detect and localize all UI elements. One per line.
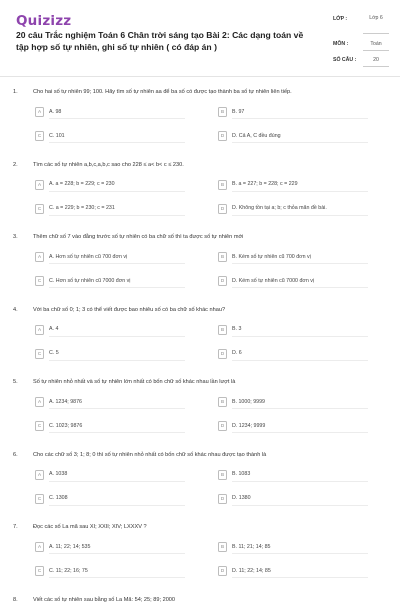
option-letter-box: C: [35, 421, 44, 431]
option-underline: [232, 553, 368, 554]
option-letter-box: B: [218, 542, 227, 552]
option-text: A. 1038: [49, 471, 68, 477]
subject-row: [333, 41, 391, 55]
option-letter-box: B: [218, 252, 227, 262]
option-underline: [49, 118, 185, 119]
option-text: D. 1380: [232, 495, 251, 501]
option-underline: [49, 287, 185, 288]
question-text: Viết các số tự nhiên sau bằng số La Mã: 54; 25; 89; 2000: [33, 596, 176, 603]
answer-option-a[interactable]: [35, 397, 185, 409]
answer-option-d[interactable]: [218, 204, 368, 216]
option-letter-box: C: [35, 131, 44, 141]
header-divider: [0, 76, 400, 77]
answer-option-c[interactable]: [35, 494, 185, 506]
option-letter-box: D: [218, 349, 227, 359]
answer-option-a[interactable]: [35, 180, 185, 192]
option-underline: [49, 191, 185, 192]
option-text: C. 1308: [49, 495, 68, 501]
option-letter-box: C: [35, 276, 44, 286]
question-number: 5.: [13, 379, 18, 385]
option-underline: [49, 577, 185, 578]
option-underline: [232, 577, 368, 578]
option-underline: [232, 287, 368, 288]
option-letter-box: C: [35, 566, 44, 576]
question-text: Thêm chữ số 7 vào đằng trước số tự nhiên có ba chữ số thì ta được số tự nhiên mới: [33, 234, 244, 240]
option-text: B. a = 227; b = 228; c = 229: [232, 181, 298, 187]
option-text: A. 1234; 9876: [49, 398, 82, 405]
option-underline: [49, 408, 185, 409]
question-text: Đọc các số La mã sau XI; XXII; XIV; LXXXV ?: [33, 524, 147, 530]
option-letter-box: B: [218, 325, 227, 335]
answer-option-c[interactable]: [35, 349, 185, 361]
question-number: 3.: [13, 234, 18, 240]
grade-underline: [363, 33, 389, 34]
option-letter-box: B: [218, 397, 227, 407]
question-number: 1.: [13, 89, 18, 95]
question-number: 2.: [13, 161, 18, 168]
answer-option-c[interactable]: [35, 131, 185, 143]
option-underline: [49, 481, 185, 482]
option-text: C. a = 229; b = 230; c = 231: [49, 205, 115, 211]
option-text: A. 11; 22; 14; 535: [49, 543, 91, 550]
answer-option-c[interactable]: [35, 204, 185, 216]
worksheet-header: [0, 0, 400, 74]
answer-option-a[interactable]: [35, 252, 185, 264]
question-text: Cho hai số tự nhiên 99; 100. Hãy tìm số tự nhiên aa để ba số có được tạo thành ba số tự nhiên liên tiếp.: [33, 89, 292, 95]
option-text: B. 1083: [232, 471, 251, 477]
option-underline: [49, 360, 185, 361]
answer-option-b[interactable]: [218, 180, 368, 192]
option-letter-box: D: [218, 276, 227, 286]
option-underline: [232, 360, 368, 361]
answer-option-d[interactable]: [218, 276, 368, 288]
question-number: 8.: [13, 596, 18, 603]
option-letter-box: A: [35, 107, 44, 117]
question-number: 4.: [13, 306, 18, 313]
count-label: SỐ CÂU :: [333, 57, 357, 63]
option-letter-box: A: [35, 325, 44, 335]
quizizz-logo: Quizizz: [16, 13, 72, 29]
grade-label: LỚP :: [333, 16, 348, 22]
option-underline: [49, 432, 185, 433]
answer-option-d[interactable]: [218, 566, 368, 578]
answer-option-a[interactable]: [35, 107, 185, 119]
option-underline: [232, 118, 368, 119]
subject-underline: [363, 50, 389, 51]
option-letter-box: A: [35, 252, 44, 262]
answer-option-b[interactable]: [218, 397, 368, 409]
option-underline: [232, 432, 368, 433]
option-text: D. Kém số tự nhiên cũ 7000 đơn vị: [232, 277, 315, 284]
answer-option-a[interactable]: [35, 542, 185, 554]
option-text: B. Kém số tự nhiên cũ 700 đơn vị: [232, 253, 311, 260]
option-text: C. 11; 22; 16; 75: [49, 567, 88, 574]
answer-option-c[interactable]: [35, 421, 185, 433]
worksheet-title: 20 câu Trắc nghiệm Toán 6 Chân trời sáng tạo Bài 2: Các dạng toán về tập hợp số tự nhiên, ghi số tự nhiên ( có đáp án ): [16, 30, 304, 52]
option-underline: [232, 142, 368, 143]
option-text: C. 5: [49, 350, 59, 356]
count-row: [333, 57, 391, 71]
option-text: A. Hơn số tự nhiên cũ 700 đơn vị: [49, 253, 128, 260]
option-letter-box: B: [218, 180, 227, 190]
question-text: Cho các chữ số 3; 1; 8; 0 thì số tự nhiên nhỏ nhất có bốn chữ số khác nhau được tạo thành là: [33, 451, 267, 458]
answer-option-c[interactable]: [35, 566, 185, 578]
option-underline: [232, 408, 368, 409]
option-text: D. Không tồn tại a; b; c thỏa mãn đề bài.: [232, 205, 327, 211]
question-text: Tìm các số tự nhiên a,b,c,a,b,c sao cho 228 ≤ a< b< c ≤ 230.: [33, 161, 184, 168]
option-text: C. Hơn số tự nhiên cũ 7000 đơn vị: [49, 277, 131, 284]
option-letter-box: C: [35, 494, 44, 504]
option-text: C. 1023; 9876: [49, 422, 83, 429]
option-letter-box: A: [35, 542, 44, 552]
count-underline: [363, 66, 389, 67]
answer-option-b[interactable]: [218, 325, 368, 337]
option-underline: [232, 481, 368, 482]
option-underline: [49, 215, 185, 216]
option-text: A. 4: [49, 326, 59, 332]
option-text: B. 97: [232, 108, 245, 115]
answer-option-b[interactable]: [218, 470, 368, 482]
answer-option-d[interactable]: [218, 349, 368, 361]
option-letter-box: A: [35, 470, 44, 480]
question-text: Với ba chữ số 0; 1; 3 có thể viết được bao nhiêu số có ba chữ số khác nhau?: [33, 306, 226, 313]
option-underline: [232, 336, 368, 337]
question-number: 6.: [13, 451, 18, 458]
option-underline: [232, 191, 368, 192]
answer-option-d[interactable]: [218, 421, 368, 433]
option-letter-box: A: [35, 180, 44, 190]
option-text: A. a = 228; b = 229; c = 230: [49, 181, 115, 187]
option-text: B. 3: [232, 326, 242, 332]
answer-option-b[interactable]: [218, 107, 368, 119]
option-letter-box: D: [218, 421, 227, 431]
option-letter-box: D: [218, 204, 227, 214]
subject-value: Toán: [370, 41, 382, 47]
option-underline: [49, 142, 185, 143]
option-underline: [232, 263, 368, 264]
option-text: D. 1234; 9999: [232, 422, 266, 429]
option-underline: [232, 215, 368, 216]
option-underline: [49, 336, 185, 337]
option-text: C. 101: [49, 132, 65, 139]
option-text: D. 11; 22; 14; 85: [232, 567, 271, 574]
option-text: B. 11; 21; 14; 85: [232, 543, 271, 550]
answer-option-d[interactable]: [218, 494, 368, 506]
option-text: B. 1000; 9999: [232, 398, 265, 405]
option-letter-box: D: [218, 566, 227, 576]
question-number: 7.: [13, 524, 18, 530]
question-text: Số tự nhiên nhỏ nhất và số tự nhiên lớn nhất có bốn chữ số khác nhau lần lượt là: [33, 379, 236, 385]
option-underline: [49, 263, 185, 264]
option-underline: [49, 505, 185, 506]
answer-option-d[interactable]: [218, 131, 368, 143]
answer-option-c[interactable]: [35, 276, 185, 288]
answer-option-a[interactable]: [35, 325, 185, 337]
option-underline: [232, 505, 368, 506]
count-value: 20: [373, 57, 379, 63]
option-text: A. 98: [49, 108, 62, 115]
option-underline: [49, 553, 185, 554]
option-letter-box: D: [218, 494, 227, 504]
answer-option-a[interactable]: [35, 470, 185, 482]
option-text: D. 6: [232, 350, 242, 356]
option-text: D. Cả A, C đều đúng: [232, 132, 281, 139]
option-letter-box: C: [35, 204, 44, 214]
answer-option-b[interactable]: [218, 542, 368, 554]
option-letter-box: A: [35, 397, 44, 407]
option-letter-box: C: [35, 349, 44, 359]
option-letter-box: D: [218, 131, 227, 141]
subject-label: MÔN :: [333, 41, 349, 47]
grade-row: [333, 16, 391, 30]
option-letter-box: B: [218, 470, 227, 480]
grade-value: Lớp 6: [369, 15, 383, 21]
answer-option-b[interactable]: [218, 252, 368, 264]
option-letter-box: B: [218, 107, 227, 117]
